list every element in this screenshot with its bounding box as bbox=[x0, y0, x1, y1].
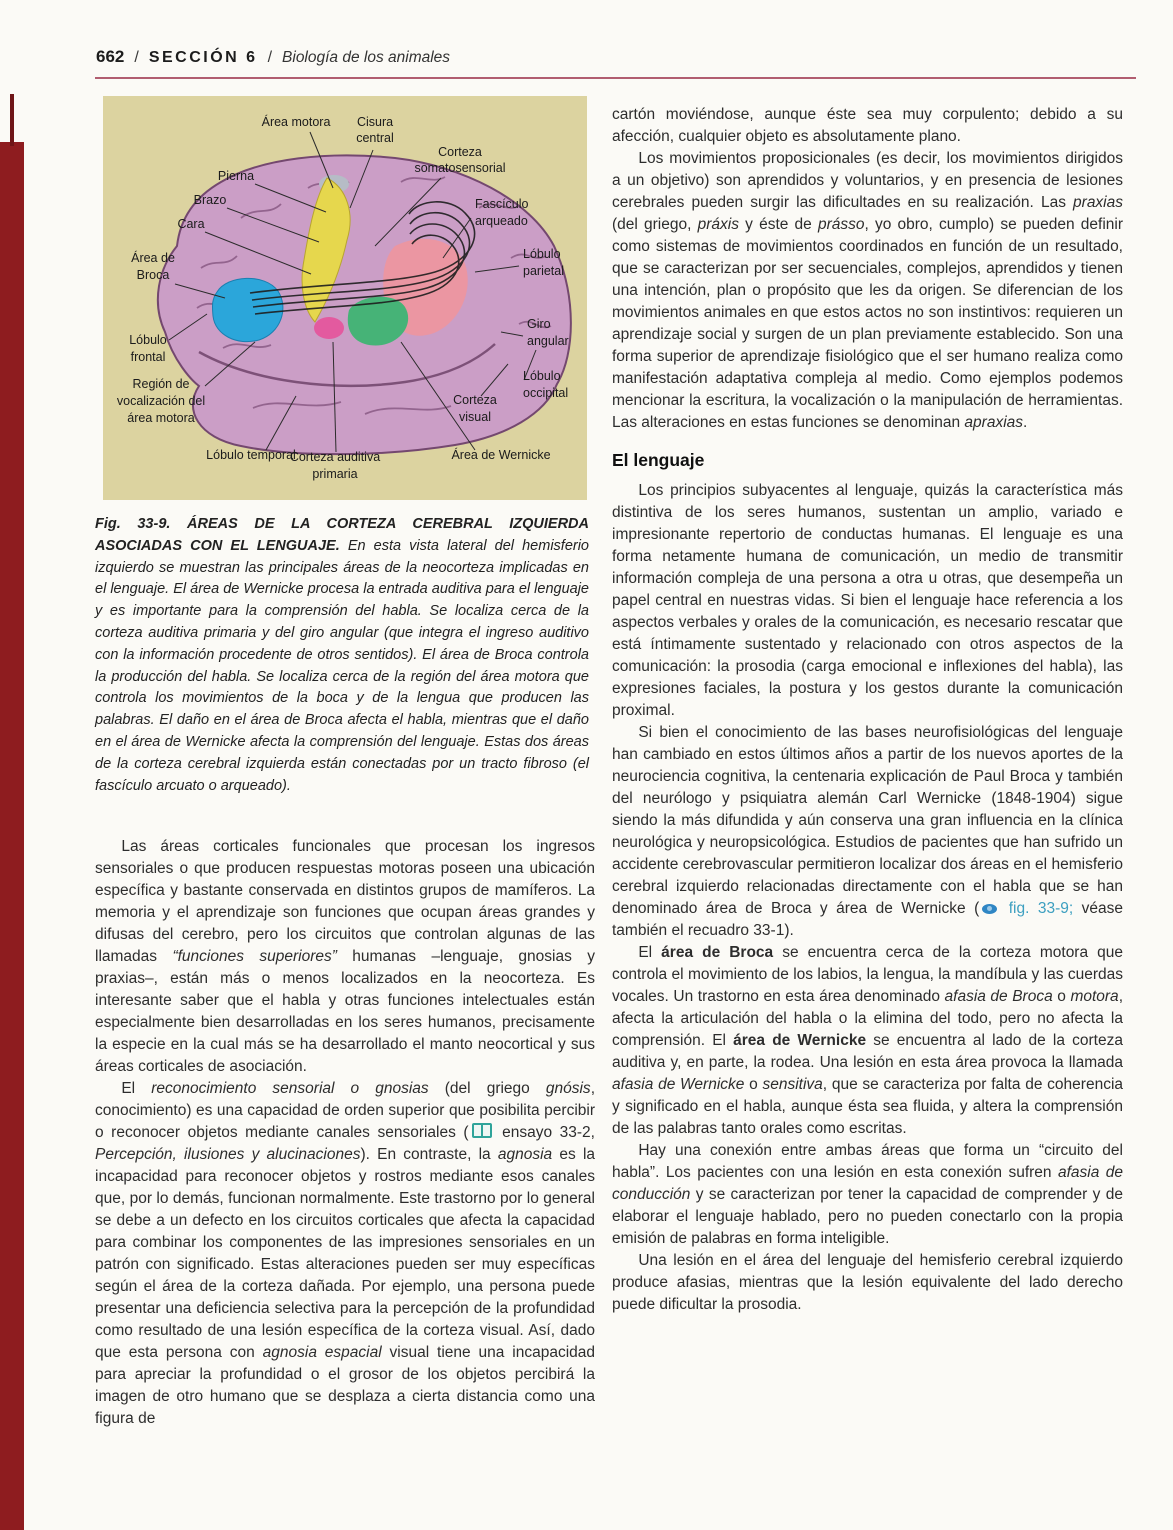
section-heading-el-lenguaje: El lenguaje bbox=[612, 450, 705, 470]
paragraph: Una lesión en el área del lenguaje del hemisferio cerebral izquierdo produce afasias, mientras que la lesión equivalente del lado derecho puede dificultar la prosodia. bbox=[612, 1252, 1123, 1313]
label-lobulo-frontal: frontal bbox=[130, 350, 166, 364]
header-separator: / bbox=[267, 49, 273, 66]
label-region-vocalizacion: área motora bbox=[127, 411, 195, 425]
label-brazo: Brazo bbox=[193, 193, 227, 207]
label-area-de-wernicke: Área de Wernicke bbox=[451, 448, 551, 462]
label-fasciculo-arqueado: arqueado bbox=[475, 214, 528, 228]
label-corteza-somatosensorial: Corteza bbox=[438, 145, 482, 159]
label-giro-angular: Giro bbox=[527, 317, 551, 331]
red-spine-bar-tip bbox=[10, 94, 14, 146]
brain-diagram bbox=[103, 96, 587, 500]
page-header bbox=[96, 47, 450, 67]
label-region-vocalizacion: Región de bbox=[132, 377, 190, 391]
label-corteza-somatosensorial: somatosensorial bbox=[414, 161, 506, 175]
auditory-cortex-region bbox=[314, 317, 344, 339]
label-lobulo-occipital: Lóbulo bbox=[523, 369, 561, 383]
label-lobulo-parietal: Lóbulo bbox=[523, 247, 561, 261]
label-corteza-visual: Corteza bbox=[453, 393, 497, 407]
book-icon bbox=[472, 1123, 492, 1138]
paragraph: El reconocimiento sensorial o gnosias (del griego gnósis, conocimiento) es una capacidad de orden superior que posibilita percibir o reconocer objetos mediante canales sensoriales ( ensayo 33-2, Percepción, ilusiones y alucinaciones). En contraste, la agnosia es la incapacidad para reconocer objetos y rostros mediante esos canales que, por lo demás, funcionan normalmente. Este trastorno por lo general se debe a un defecto en los circuitos corticales que afecta la capacidad para combinar los componentes de las impresiones sensoriales en un patrón con significado. Estas alteraciones pueden ser muy específicas según el área de la corteza dañada. Por ejemplo, una persona puede presentar una deficiencia selectiva para la percepción de la profundidad como resultado de una lesión específica de la corteza visual. Así, dado que esta persona con agnosia espacial visual tiene una incapacidad para apreciar la profundidad o el grosor de los objetos percibirá la imagen de otro humano que se desplaza a cierta distancia como una figura de bbox=[95, 1080, 596, 1427]
paragraph: Hay una conexión entre ambas áreas que forma un “circuito del habla”. Los pacientes con una lesión en esta conexión sufren afasia de conducción y se caracterizan por tener la capacidad de comprender y de elaborar el lenguaje hablado, pero no pueden conectarlo con la propia emisión de palabras en forma inteligible. bbox=[612, 1142, 1123, 1247]
label-lobulo-parietal: parietal bbox=[523, 264, 564, 278]
section-title: SECCIÓN 6 bbox=[148, 49, 258, 66]
book-subtitle: Biología de los animales bbox=[282, 49, 451, 66]
paragraph: Los movimientos proposicionales (es decir, los movimientos dirigidos a un objetivo) son aprendidos y voluntarios, y en presencia de lesiones cerebrales pueden surgir las dificultades en su realización. Las praxias (del griego, práxis y éste de prásso, yo obro, cumplo) se pueden definir como sistemas de movimientos coordinados en función de un resultado, que se caracterizan por ser secuenciales, complejos, aprendidos y tienen una intención, plan o propósito que les da origen. Se diferencian de los movimientos animales en que estos actos no son instintivos: requieren un aprendizaje social y surgen de un plan previamente establecido. Son una forma superior de aprendizaje fisiológico que el ser humano realiza como manifestación adaptativa compleja al medio. Como ejemplos podemos mencionar la escritura, la vocalización o la manipulación de herramientas. Las alteraciones en estas funciones se denominan apraxias. bbox=[612, 150, 1124, 431]
label-fasciculo-arqueado: Fascículo bbox=[475, 197, 529, 211]
right-column bbox=[612, 104, 1123, 1316]
label-cisura-central: Cisura bbox=[356, 115, 394, 129]
label-area-motora: Área motora bbox=[261, 115, 331, 129]
label-corteza-auditiva: primaria bbox=[312, 467, 358, 481]
header-separator: / bbox=[134, 49, 139, 66]
paragraph: Las áreas corticales funcionales que procesan los ingresos sensoriales o que producen respuestas motoras poseen una ubicación específica y bastante conservada en distintos grupos de mamíferos. La memoria y el aprendizaje son funciones que ocupan áreas grandes y difusas del cerebro, pero los circuitos que controlan algunas de las llamadas “funciones superiores” humanas –lenguaje, gnosias y praxias–, están más o menos localizados en la neocorteza. Es interesante saber que el habla y otras funciones intelectuales están especialmente bien desarrolladas en los seres humanos, precisamente la especie en la cual más se ha desarrollado el manto neocortical y sus áreas corticales de asociación. bbox=[95, 838, 595, 1075]
label-corteza-visual: visual bbox=[459, 410, 491, 424]
label-giro-angular: angular bbox=[527, 334, 569, 348]
broca-area-region bbox=[212, 278, 282, 341]
label-region-vocalizacion: vocalización del bbox=[116, 394, 206, 408]
header-rule bbox=[95, 77, 1136, 79]
label-area-de-broca: Área de bbox=[131, 251, 175, 265]
label-pierna: Pierna bbox=[217, 169, 255, 183]
brain-figure bbox=[103, 96, 587, 500]
eye-icon bbox=[982, 904, 997, 914]
label-cara: Cara bbox=[177, 217, 205, 231]
paragraph: Los principios subyacentes al lenguaje, quizás la característica más distintiva de los seres humanos, sustentan un amplio, variado e impresionante repertorio de conductas humanas. El lenguaje es una forma netamente humana de comunicación, un medio de transmitir información compleja de una persona a otra u otras, que desempeña un papel central en nuestras vidas. Si bien el lenguaje hace referencia a los aspectos verbales y orales de la comunicación, es necesario rescatar que está íntimamente sustentado y relacionado con otros aspectos de la comunicación: la prosodia (carga emocional e inflexiones del habla), las expresiones faciales, la postura y los gestos durante la comunicación proximal. bbox=[612, 482, 1123, 719]
label-corteza-auditiva: Corteza auditiva bbox=[289, 450, 381, 464]
paragraph: cartón moviéndose, aunque éste sea muy corpulento; debido a su afección, cualquier objeto es absolutamente plano. bbox=[612, 106, 1123, 145]
page-number: 662 bbox=[96, 47, 125, 66]
label-lobulo-frontal: Lóbulo bbox=[129, 333, 167, 347]
label-lobulo-occipital: occipital bbox=[523, 386, 569, 400]
label-area-de-broca: Broca bbox=[136, 268, 170, 282]
left-column bbox=[95, 836, 595, 1430]
label-lobulo-temporal: Lóbulo temporal bbox=[206, 448, 296, 462]
label-cisura-central: central bbox=[356, 131, 394, 145]
paragraph: El área de Broca se encuentra cerca de la corteza motora que controla el movimiento de los labios, la lengua, la mandíbula y las cuerdas vocales. Un trastorno en esta área denominado afasia de Broca o motora, afecta la articulación del habla o la elimina del todo, pero no afecta la comprensión. El área de Wernicke se encuentra al lado de la corteza auditiva y, en parte, la rodea. Una lesión en esta área provoca la llamada afasia de Wernicke o sensitiva, que se caracteriza por falta de coherencia y significado en el habla, aunque ésta sea fluida, y altera la comprensión de las palabras tanto orales como escritas. bbox=[612, 944, 1124, 1137]
red-spine-bar bbox=[0, 142, 24, 1530]
paragraph: Si bien el conocimiento de las bases neurofisiológicas del lenguaje han cambiado en estos últimos años a partir de los nuevos aportes de la neurociencia cognitiva, la centenaria explicación de Paul Broca y también del neurólogo y psiquiatra alemán Carl Wernicke (1848-1904) sigue siendo la más difundida y aún conserva una gran influencia en la clínica neurológica y neuropsicológica. Estudios de pacientes que han sufrido un accidente cerebrovascular permitieron localizar dos áreas en el hemisferio cerebral izquierdo relacionadas directamente con el habla que se han denominado área de Broca y área de Wernicke ( fig. 33-9; véase también el recuadro 33-1). bbox=[612, 724, 1124, 939]
figure-caption: Fig. 33-9. ÁREAS DE LA CORTEZA CEREBRAL IZQUIERDA ASOCIADAS CON EL LENGUAJE. En esta vista lateral del hemisferio izquierdo se muestran las principales áreas de la neocorteza implicadas en el lenguaje. El área de Wernicke procesa la entrada auditiva para el lenguaje y es importante para la comprensión del habla. Se localiza cerca de la corteza auditiva primaria y del giro angular (que integra el ingreso auditivo con la información procedente de otros sentidos). El área de Broca controla la producción del habla. Se localiza cerca de la región del área motora que controla los movimientos de la boca y de la lengua que producen las palabras. El daño en el área de Broca afecta el habla, mientras que el daño en el área de Wernicke afecta la comprensión del lenguaje. Estas dos áreas de la corteza cerebral izquierda están conectadas por un tracto fibroso (el fascículo arcuato o arqueado). bbox=[95, 516, 589, 794]
